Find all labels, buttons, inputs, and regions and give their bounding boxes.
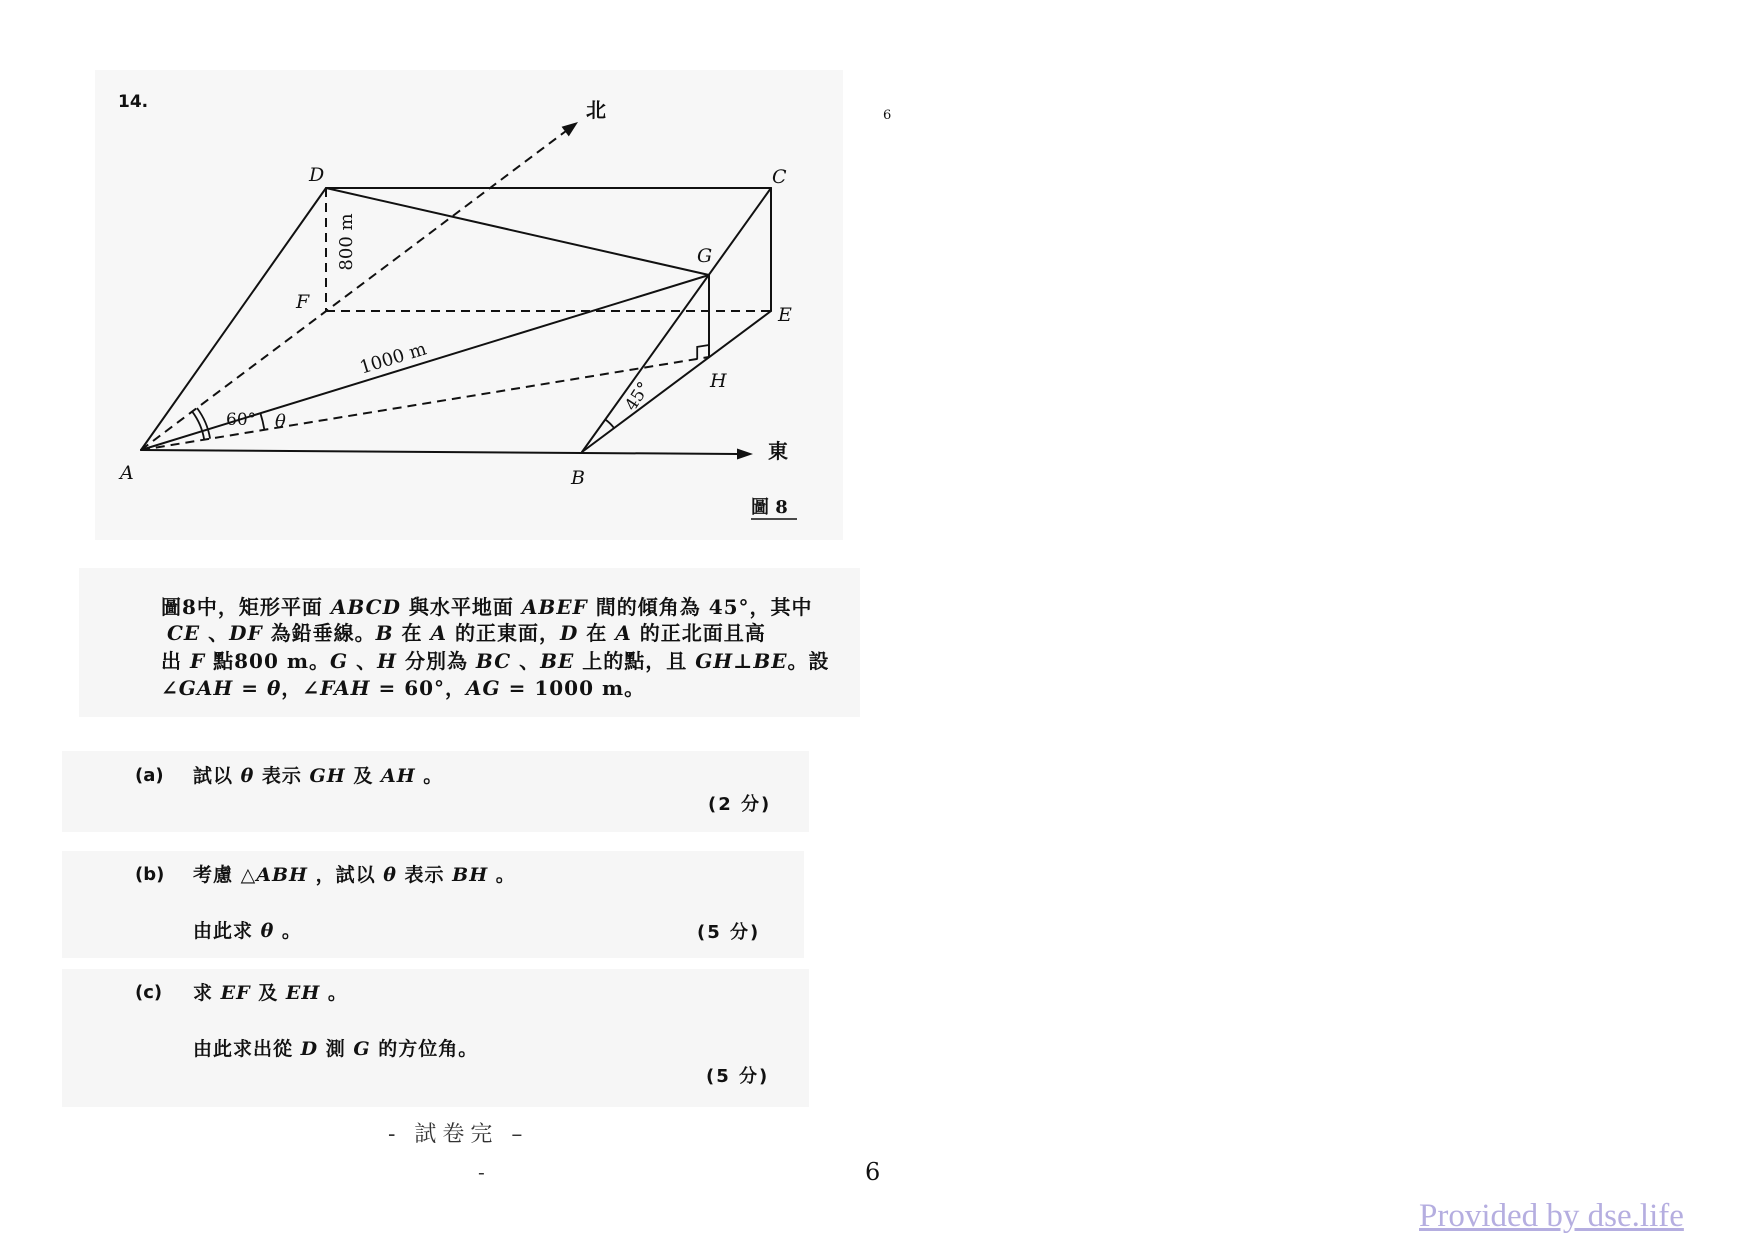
math-variable: D: [560, 621, 579, 645]
text-run: 及: [345, 765, 381, 787]
text-run: 由此求: [193, 920, 261, 942]
part-c-text: [193, 982, 348, 1004]
text-run: 。: [488, 864, 516, 886]
part-b-marks: (5 分): [697, 922, 761, 943]
text-run: 分別為: [396, 649, 476, 673]
text-run: 與水平地面: [400, 595, 522, 619]
angle-45-label: 45°: [621, 378, 655, 415]
math-variable: D: [300, 1038, 319, 1060]
math-variable: EF: [220, 982, 251, 1004]
part-b-label: (b): [135, 864, 165, 885]
point-label-C: C: [772, 166, 787, 188]
watermark: Provided by dse.life: [1419, 1198, 1684, 1234]
part-c-label: (c): [135, 982, 163, 1003]
angle-theta-label: θ: [275, 411, 286, 432]
math-variable: GH: [695, 649, 734, 673]
scan-band: [95, 70, 843, 540]
text-run: 的方位角。: [370, 1038, 479, 1060]
math-variable: ABCD: [330, 595, 401, 619]
math-variable: θ: [260, 920, 275, 942]
figure-8-diagram: [0, 0, 860, 560]
math-variable: BH: [452, 864, 489, 886]
text-run: 表示: [396, 864, 453, 886]
dimension-1000: 1000 m: [357, 338, 430, 379]
math-variable: ABEF: [521, 595, 588, 619]
description-line: [161, 649, 830, 673]
part-a-label: (a): [135, 765, 164, 786]
text-run: 出: [161, 649, 190, 673]
text-run: ，試以: [308, 864, 384, 886]
point-label-A: A: [120, 462, 134, 484]
text-run: = 60°，: [370, 676, 467, 700]
text-run: 由此求出從: [193, 1038, 301, 1060]
north-label: 北: [586, 98, 606, 122]
math-variable: H: [377, 649, 397, 673]
text-run: 間的傾角為 45°，其中: [587, 595, 813, 619]
text-run: 表示: [254, 765, 310, 787]
math-variable: θ: [383, 864, 397, 886]
point-label-B: B: [571, 467, 585, 489]
text-run: ∠: [161, 676, 179, 700]
math-variable: θ: [240, 765, 255, 787]
math-variable: GAH: [178, 676, 234, 700]
text-run: 在: [578, 621, 616, 645]
math-variable: BE: [540, 649, 575, 673]
description-line: [161, 595, 813, 619]
text-run: 。設: [787, 649, 830, 673]
text-run: = 1000 m。: [500, 676, 646, 700]
math-variable: B: [375, 621, 394, 645]
math-variable: DF: [229, 621, 263, 645]
text-run: 。: [415, 765, 444, 787]
point-label-F: F: [296, 291, 310, 313]
east-label: 東: [768, 439, 788, 463]
description-line: [161, 676, 645, 700]
scan-band: [62, 751, 809, 832]
math-variable: EH: [285, 982, 321, 1004]
point-label-H: H: [710, 370, 727, 392]
footer-dash: -: [478, 1160, 485, 1184]
figure-caption: 圖 8: [751, 497, 788, 518]
math-variable: A: [615, 621, 632, 645]
dimension-800: 800 m: [336, 213, 357, 271]
text-run: 、: [511, 649, 541, 673]
text-run: 、: [200, 621, 230, 645]
text-run: 。: [320, 982, 348, 1004]
text-run: 在: [393, 621, 431, 645]
text-run: 及: [250, 982, 286, 1004]
text-run: 測: [318, 1038, 354, 1060]
text-run: =: [233, 676, 267, 700]
text-run: 的正北面且高: [631, 621, 766, 645]
math-variable: θ: [266, 676, 282, 700]
part-b-text: [193, 864, 516, 886]
math-variable: GH: [309, 765, 346, 787]
math-variable: ABH: [256, 864, 308, 886]
math-variable: G: [330, 649, 349, 673]
text-run: 。: [274, 920, 302, 942]
math-variable: CE: [167, 621, 201, 645]
point-label-G: G: [697, 245, 713, 267]
math-variable: BE: [753, 649, 788, 673]
text-run: 點800 m。: [205, 649, 331, 673]
point-label-D: D: [309, 164, 325, 186]
math-variable: G: [353, 1038, 371, 1060]
math-variable: BC: [475, 649, 512, 673]
text-run: 、: [348, 649, 378, 673]
math-variable: F: [189, 649, 206, 673]
page-number: 6: [865, 1158, 881, 1186]
math-variable: FAH: [320, 676, 371, 700]
part-a-text: [193, 765, 443, 787]
math-variable: AH: [380, 765, 416, 787]
math-variable: A: [430, 621, 448, 645]
text-run: ，∠: [281, 676, 321, 700]
point-label-E: E: [778, 304, 792, 326]
text-run: 試以: [193, 765, 241, 787]
part-c-followup: [193, 1038, 478, 1060]
question-number: 14.: [118, 92, 149, 112]
text-run: 的正東面，: [447, 621, 560, 645]
description-line: [167, 621, 766, 645]
text-run: 圖8中，矩形平面: [161, 595, 331, 619]
part-b-followup: [193, 920, 302, 942]
part-a-marks: (2 分): [708, 794, 772, 815]
text-run: 為鉛垂線。: [262, 621, 376, 645]
angle-60-label: 60°: [226, 410, 257, 430]
end-of-paper: - 試卷完 –: [388, 1122, 529, 1147]
page-marker: 6: [883, 108, 892, 123]
text-run: 求: [193, 982, 221, 1004]
text-run: ⊥: [733, 649, 754, 673]
text-run: 上的點，且: [574, 649, 696, 673]
part-c-marks: (5 分): [706, 1066, 770, 1087]
math-variable: AG: [466, 676, 501, 700]
text-run: 考慮 △: [193, 864, 257, 886]
